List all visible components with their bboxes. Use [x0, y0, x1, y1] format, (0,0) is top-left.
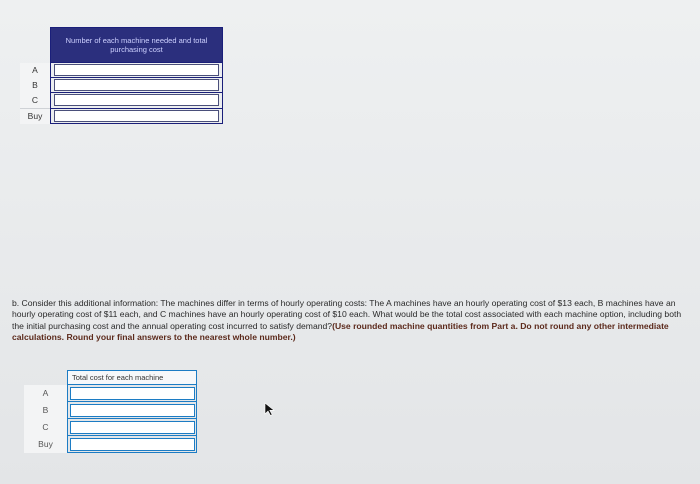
table-b-row-label: B — [24, 402, 68, 419]
table-b-cell — [68, 419, 197, 436]
table-a-row-label: B — [20, 78, 51, 93]
table-a-header: Number of each machine needed and total purchasing cost — [51, 28, 223, 63]
table-a-row-label: A — [20, 63, 51, 78]
table-a-cell — [51, 63, 223, 78]
table-a-input-b[interactable] — [54, 79, 219, 91]
part-b-instruction: (Use rounded machine quantities from Part a. Do not round any other intermediate calculations. Round your final answers to the nearest whole number.) — [12, 320, 669, 343]
table-b-cell — [68, 385, 197, 402]
table-part-b — [24, 370, 197, 453]
table-b-cell — [68, 402, 197, 419]
table-a-input-a[interactable] — [54, 64, 219, 76]
part-b-question — [12, 298, 688, 344]
table-b-input-buy[interactable] — [70, 438, 195, 451]
table-b-header: Total cost for each machine — [68, 371, 197, 385]
table-a-row-label: Buy — [20, 108, 51, 124]
table-part-a — [20, 27, 223, 124]
table-b-row-label: Buy — [24, 436, 68, 453]
table-b-corner — [24, 371, 68, 385]
table-a-input-c[interactable] — [54, 94, 219, 106]
table-a-cell — [51, 108, 223, 124]
table-b-row-label: C — [24, 419, 68, 436]
table-a-input-buy[interactable] — [54, 110, 219, 122]
table-a-cell — [51, 93, 223, 109]
table-b-input-b[interactable] — [70, 404, 195, 417]
mouse-pointer-icon — [263, 402, 277, 416]
table-a-cell — [51, 78, 223, 93]
table-a-row-label: C — [20, 93, 51, 109]
table-b-input-c[interactable] — [70, 421, 195, 434]
table-b-cell — [68, 436, 197, 453]
table-b-row-label: A — [24, 385, 68, 402]
part-b-intro: b. Consider this additional information: The machines differ in terms of hourly operating costs: The A machines have an hourly operating cost of $13 each, B machines have an hourly operating cost of $11 each, and C machines have an hourly operating cost of $10 each. What would be the total cost associated with each machine option, including both the initial purchasing cost and the annual operating cost incurred to satisfy demand? — [12, 298, 682, 331]
table-b-input-a[interactable] — [70, 387, 195, 400]
table-a-corner — [20, 28, 51, 63]
